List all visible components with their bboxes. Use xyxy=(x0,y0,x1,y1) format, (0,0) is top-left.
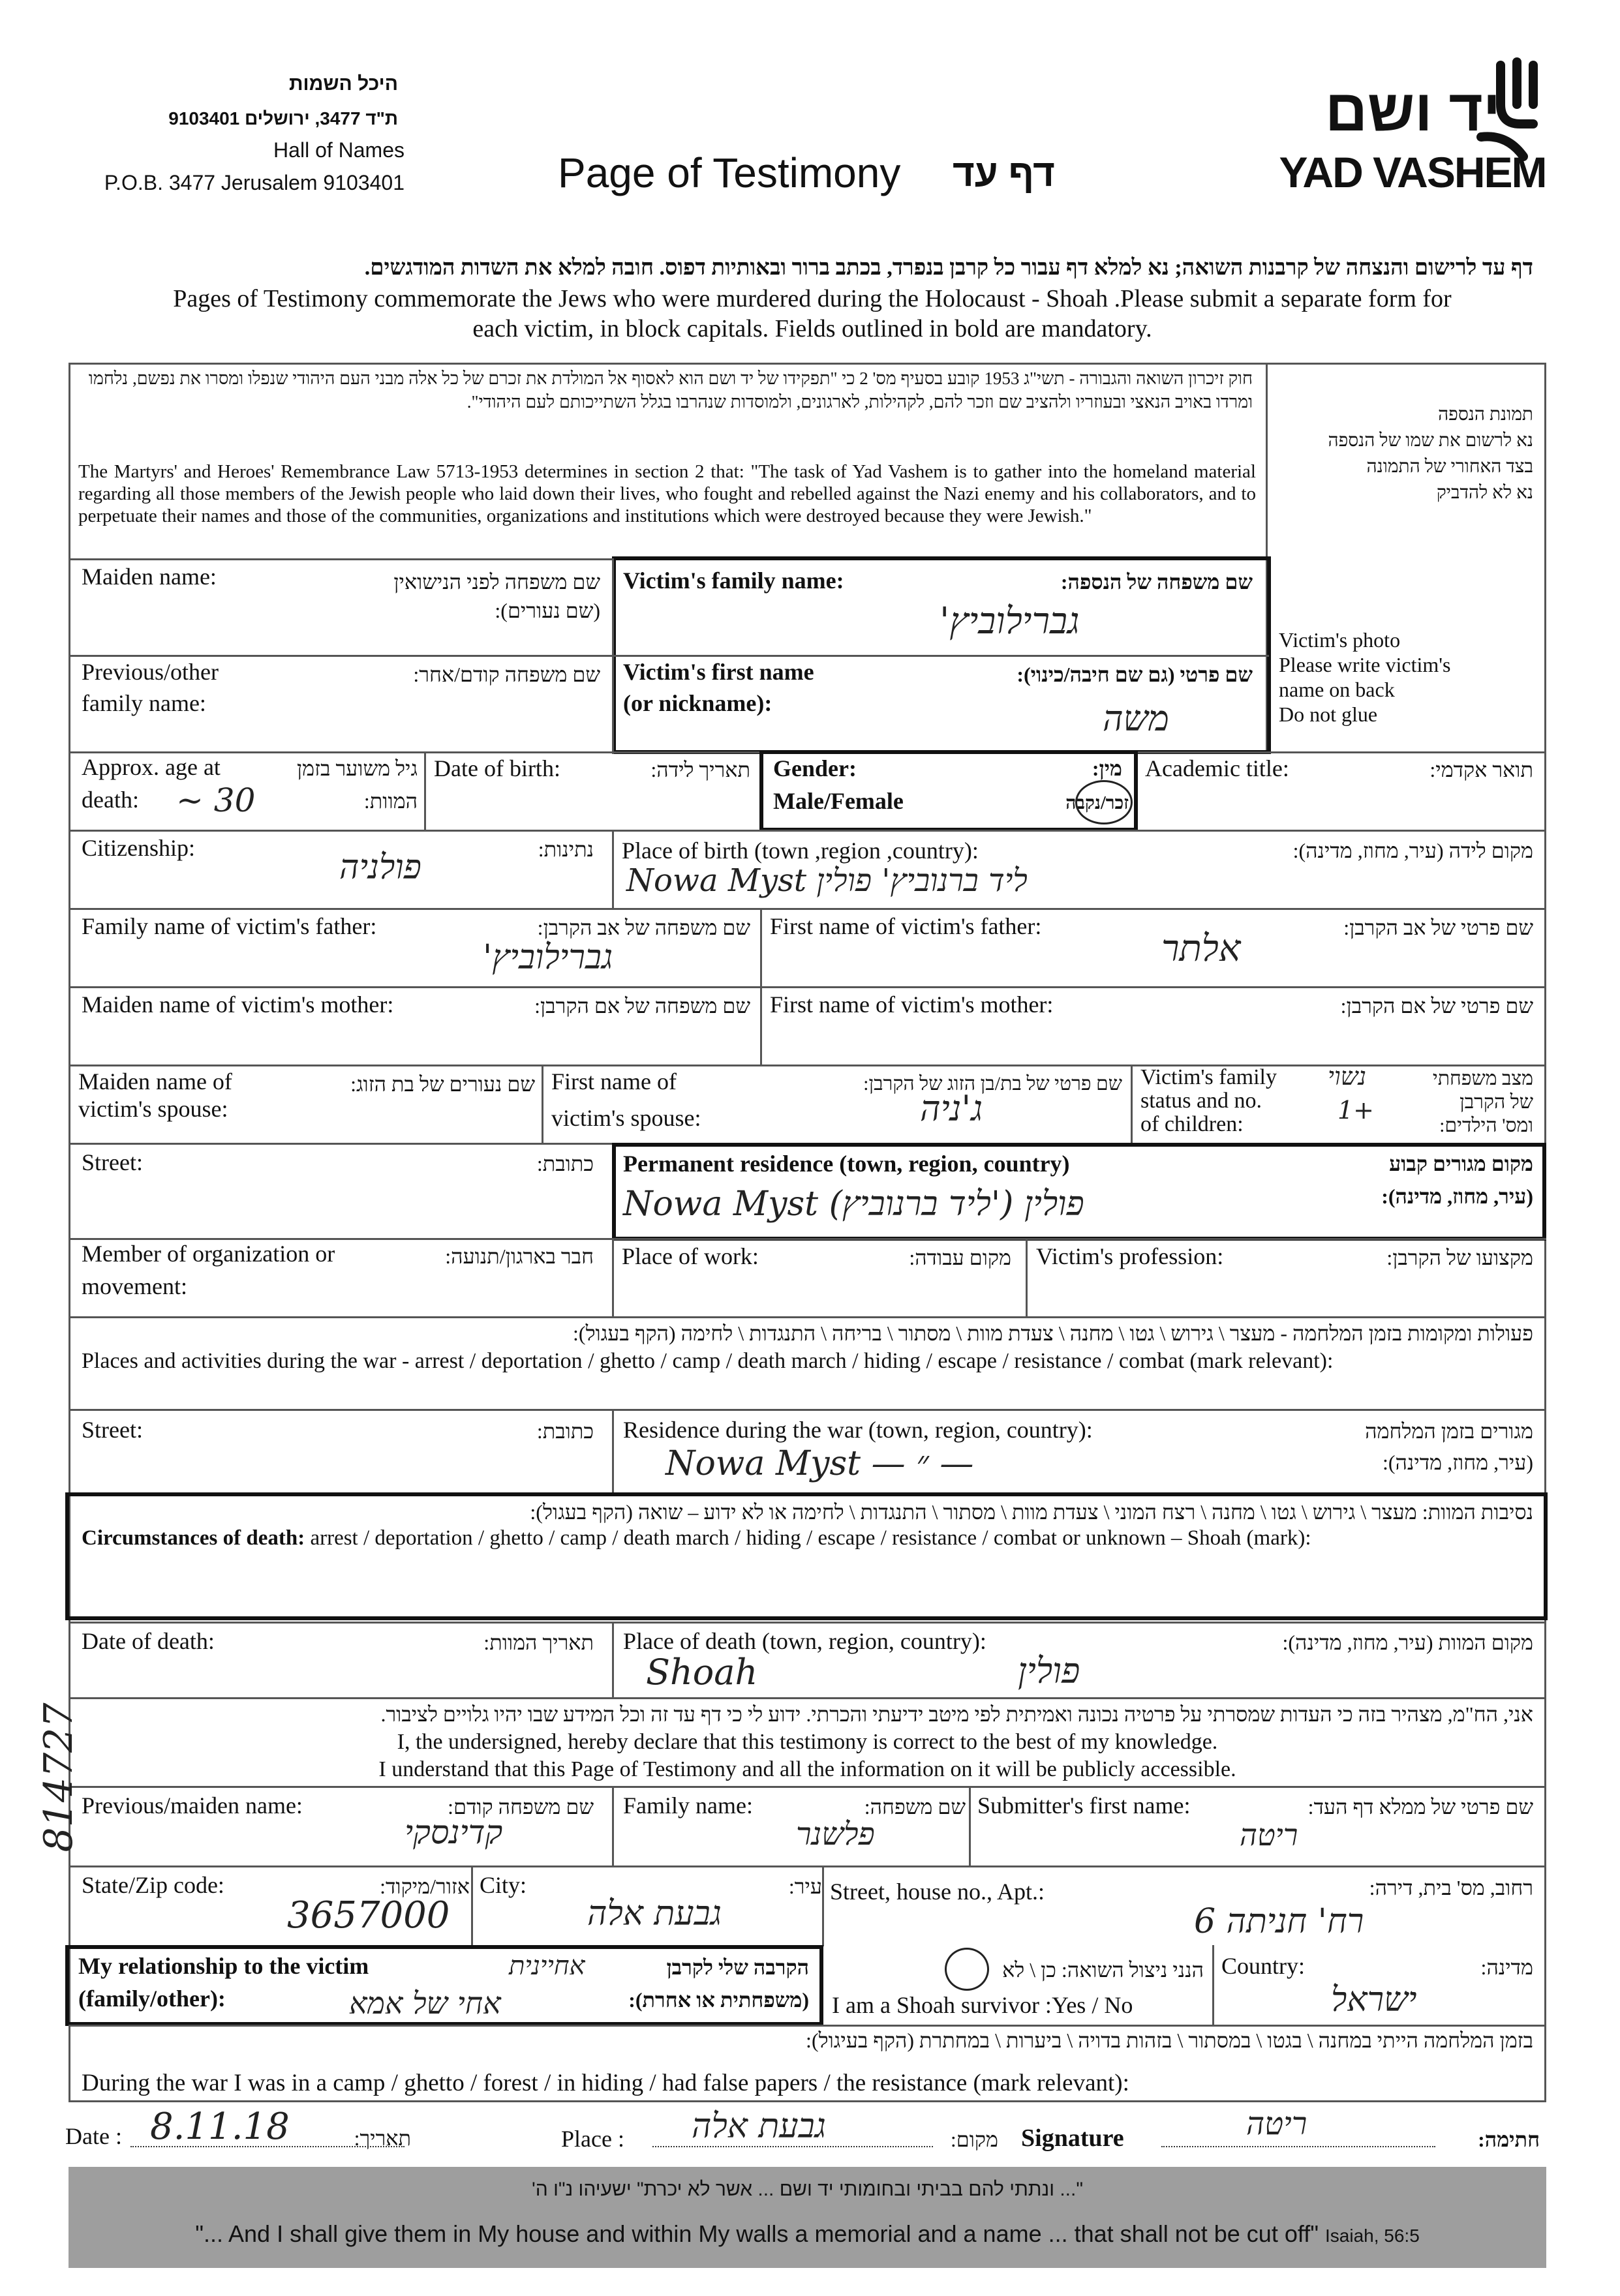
page-title-en: Page of Testimony xyxy=(558,149,901,196)
birthplace-value[interactable]: Nowa Myst ליד ברנוביץ' פולין xyxy=(626,862,1028,899)
circumstances-en-bold: Circumstances of death: xyxy=(82,1526,305,1550)
academic-label-he: תואר אקדמי: xyxy=(1429,758,1533,781)
circumstances-he[interactable]: נסיבות המוות: מעצר \ גירוש \ גטו \ מחנה \ רצח המוני \ צעדת מוות \ מסתור \ התנגדות \ לחימה או לא ידוע – שואה (הקף בעגול): xyxy=(530,1500,1533,1524)
age-label-he: גיל משוער בזמן xyxy=(296,757,418,780)
sub-prev-maiden-value[interactable]: קדינסקי xyxy=(405,1813,503,1851)
residence-value[interactable]: Nowa Myst (ליד ברנוביץ') פולין xyxy=(623,1185,1084,1224)
yad-vashem-logo xyxy=(1272,52,1559,202)
declaration-he: אני, הח"מ, מצהיר בזה כי העדות שמסרתי על פרטיה נכונה ואמיתית לפי מיטב ידיעתי והכרתי. ידוע לי כי דף עד זה וכל המידע שבו יהיו גלויים לציבור. xyxy=(380,1702,1533,1726)
academic-label: Academic title: xyxy=(1145,755,1289,781)
sub-first-label: Submitter's first name: xyxy=(977,1792,1191,1819)
sub-family-label: Family name: xyxy=(623,1792,753,1819)
father-family-value[interactable]: גברילוביץ' xyxy=(483,938,613,977)
spouse-maiden-label-2: victim's spouse: xyxy=(78,1096,228,1122)
sub-relation-label: My relationship to the victim xyxy=(78,1953,369,1979)
photo-he-4: נא לא להדביק xyxy=(1436,483,1533,503)
organization-label-he: חבר בארגון/תנועה: xyxy=(445,1245,594,1268)
sub-during-war-he[interactable]: בזמן המלחמה הייתי במחנה \ בגטו \ במסתור \ בזהות בדויה \ ביערות \ במחתרת (הקף בעיגול): xyxy=(806,2029,1533,2052)
footer-quote-en xyxy=(69,2220,1546,2248)
organization-label: Member of organization or xyxy=(82,1241,335,1267)
maiden-name-label-he-2: (שם נעורים): xyxy=(495,599,600,622)
place-value[interactable]: גבעת אלה xyxy=(692,2107,826,2146)
sub-survivor-he[interactable]: הנני ניצול השואה: כן \ לא xyxy=(1002,1958,1204,1982)
age-value[interactable]: ~ 30 xyxy=(176,781,256,819)
intro-english-1: Pages of Testimony commemorate the Jews who were murdered during the Holocaust - Shoah .Please submit a separate form for xyxy=(173,285,1452,312)
sub-city-label: City: xyxy=(480,1872,527,1898)
family-status-en-1: Victim's family xyxy=(1140,1065,1277,1089)
family-status-value-2[interactable]: 1+ xyxy=(1337,1096,1375,1125)
spouse-first-label-2: victim's spouse: xyxy=(551,1105,701,1131)
death-place-value-2[interactable]: פולין xyxy=(1018,1650,1080,1691)
workplace-label: Place of work: xyxy=(622,1243,759,1269)
citizenship-label-he: נתינות: xyxy=(538,838,594,861)
signature-label-he: חתימה: xyxy=(1478,2128,1540,2151)
gender-label-he: מין: xyxy=(1092,757,1122,780)
family-status-label xyxy=(1140,1066,1277,1136)
footer-quote-en-text: "... And I shall give them in My house and within My walls a memorial and a name ... that shall not be cut off" xyxy=(195,2220,1319,2247)
father-first-value[interactable]: אלתר xyxy=(1161,928,1241,970)
circumstances-en[interactable] xyxy=(82,1526,1311,1550)
age-label-2: death: xyxy=(82,787,139,813)
place-label: Place : xyxy=(561,2126,624,2152)
footer-quote-ref: Isaiah, 56:5 xyxy=(1325,2226,1420,2246)
sub-during-war-en[interactable]: During the war I was in a camp / ghetto / forest / in hiding / had false papers / the resistance (mark relevant): xyxy=(82,2070,1129,2096)
war-residence-label: Residence during the war (town, region, country): xyxy=(623,1417,1093,1443)
signature-label: Signature xyxy=(1021,2124,1124,2152)
family-status-en-3: of children: xyxy=(1140,1112,1244,1136)
birthplace-label-he: מקום לידה (עיר, מחוז, מדינה): xyxy=(1292,839,1533,862)
margin-number: 814727 xyxy=(36,1702,82,1852)
father-family-label-he: שם משפחה של אב הקרבן: xyxy=(537,916,750,939)
war-street-label-he: כתובת: xyxy=(536,1419,594,1443)
prev-family-label: Previous/other xyxy=(82,659,219,685)
mother-first-label-he: שם פרטי של אם הקרבן: xyxy=(1340,994,1533,1018)
family-name-label: Victim's family name: xyxy=(623,567,844,594)
father-first-label-he: שם פרטי של אב הקרבן: xyxy=(1343,916,1533,939)
mother-maiden-label: Maiden name of victim's mother: xyxy=(82,991,394,1018)
dod-label-he: תאריך המוות: xyxy=(483,1631,594,1654)
date-label: Date : xyxy=(65,2123,122,2149)
sub-country-label: Country: xyxy=(1221,1953,1306,1979)
first-name-label-he: שם פרטי (גם שם חיבה/כינוי): xyxy=(1016,663,1253,686)
war-street-label: Street: xyxy=(82,1417,143,1443)
sub-prev-maiden-label-he: שם משפחה קודם: xyxy=(448,1795,594,1819)
intro-english-2: each victim, in block capitals. Fields outlined in bold are mandatory. xyxy=(472,315,1152,342)
residence-label-he-2: (עיר, מחוז, מדינה): xyxy=(1381,1185,1533,1208)
spouse-maiden-label: Maiden name of xyxy=(78,1068,232,1095)
declaration-en-1: I, the undersigned, hereby declare that this testimony is correct to the best of my knowledge. xyxy=(397,1730,1218,1754)
org-name-en: Hall of Names xyxy=(273,138,405,162)
photo-en-2: Please write victim's xyxy=(1279,653,1451,676)
sub-relation-value-1[interactable]: אחיינית xyxy=(509,1951,585,1981)
birthplace-label: Place of birth (town ,region ,country): xyxy=(622,838,979,864)
citizenship-label: Citizenship: xyxy=(82,835,195,861)
profession-label: Victim's profession: xyxy=(1036,1243,1224,1269)
org-name-he: היכל השמות xyxy=(288,73,398,95)
father-first-label: First name of victim's father: xyxy=(770,913,1042,939)
sub-relation-value-2[interactable]: אחי של אמא xyxy=(349,1986,501,2021)
sub-relation-label-he-2: (משפחתית או אחרת): xyxy=(628,1988,809,2012)
intro-hebrew: דף עד לרישום והנצחה של קרבנות השואה; נא למלא דף עבור כל קרבן בנפרד, בכתב ברור ובאותיות דפוס. חובה למלא את השדות המודגשים. xyxy=(364,256,1533,280)
activities-en[interactable]: Places and activities during the war - arrest / deportation / ghetto / camp / death march / hiding / escape / resistance / combat (mark relevant): xyxy=(82,1349,1334,1373)
maiden-name-label: Maiden name: xyxy=(82,564,217,590)
sub-zip-label-he: אזור/מיקוד: xyxy=(380,1875,470,1898)
war-residence-label-he-2: (עיר, מחוז, מדינה): xyxy=(1383,1451,1533,1474)
sub-relation-label-he: הקרבה שלי לקרבן xyxy=(666,1956,809,1979)
photo-note-he xyxy=(1279,402,1533,506)
sub-prev-maiden-label: Previous/maiden name: xyxy=(82,1792,303,1819)
age-label-he-2: המוות: xyxy=(363,789,418,813)
spouse-first-label-he: שם פרטי של בת/בן הזוג של הקרבן: xyxy=(863,1073,1122,1095)
sub-city-label-he: עיר: xyxy=(788,1875,822,1898)
dob-label-he: תאריך לידה: xyxy=(650,758,750,781)
sub-family-value[interactable]: פלשנר xyxy=(796,1816,875,1852)
sub-first-value[interactable]: ריטה xyxy=(1240,1817,1298,1852)
citizenship-value[interactable]: פולניה xyxy=(339,848,421,887)
family-name-value[interactable]: גברילוביץ' xyxy=(940,600,1080,642)
family-status-he-1: מצב משפחתי xyxy=(1432,1068,1533,1089)
date-value[interactable]: 8.11.18 xyxy=(150,2106,290,2148)
date-label-he: תאריך: xyxy=(354,2126,411,2150)
death-place-value-1[interactable]: Shoah xyxy=(646,1652,758,1693)
dod-label: Date of death: xyxy=(82,1628,215,1654)
spouse-maiden-label-he: שם נעורים של בת הזוג: xyxy=(350,1072,535,1096)
signature-value[interactable]: ריטה xyxy=(1246,2106,1307,2142)
activities-he[interactable]: פעולות ומקומות בזמן המלחמה - מעצר \ גירוש \ גטו \ מחנה \ צעדת מוות \ מסתור \ בריחה \ התנגדות \ לחימה (הקף בעגול): xyxy=(573,1322,1533,1345)
sub-country-label-he: מדינה: xyxy=(1480,1956,1533,1979)
workplace-label-he: מקום עבודה: xyxy=(909,1246,1011,1269)
dob-label: Date of birth: xyxy=(434,755,560,781)
war-residence-value[interactable]: Nowa Myst — ״ — xyxy=(665,1444,974,1483)
gender-male-circle xyxy=(1075,780,1133,824)
age-label: Approx. age at xyxy=(82,754,221,780)
photo-he-1: תמונת הנספה xyxy=(1438,404,1533,425)
gender-label-2: Male/Female xyxy=(773,788,904,814)
profession-label-he: מקצועו של הקרבן: xyxy=(1386,1246,1533,1269)
photo-he-3: בצד האחורי של התמונה xyxy=(1366,457,1533,477)
street-label-he: כתובת: xyxy=(536,1152,594,1175)
gender-label: Gender: xyxy=(773,755,857,781)
organization-label-2: movement: xyxy=(82,1273,187,1299)
sub-street-label-he: רחוב, מס' בית, דירה: xyxy=(1369,1876,1533,1899)
family-status-he-3: ומס' הילדים: xyxy=(1439,1115,1533,1136)
sub-city-value[interactable]: גבעת אלה xyxy=(587,1894,722,1933)
sub-country-value[interactable]: ישראל xyxy=(1331,1980,1417,2019)
law-english: The Martyrs' and Heroes' Remembrance Law 5713-1953 determines in section 2 that: "The task of Yad Vashem is to gather into the homeland material regarding all those members of the Jewish people who laid down their lives, who fought and rebelled against the Nazi enemy and his collaborators, and to perpetuate their names and those of the communities, organizations and institutions which were destroyed because they were Jewish." xyxy=(78,461,1256,526)
family-status-value-1[interactable]: נשוי xyxy=(1328,1062,1366,1091)
place-label-he: מקום: xyxy=(950,2128,998,2151)
spouse-first-value[interactable]: ג'ניה xyxy=(920,1088,983,1129)
sub-zip-label: State/Zip code: xyxy=(82,1872,224,1898)
prev-family-label-2: family name: xyxy=(82,690,206,716)
sub-first-label-he: שם פרטי של ממלא דף העד: xyxy=(1307,1795,1533,1819)
war-residence-label-he: מגורים בזמן המלחמה xyxy=(1365,1419,1533,1443)
photo-en-3: name on back xyxy=(1279,678,1395,701)
photo-en-1: Victim's photo xyxy=(1279,628,1401,652)
law-hebrew: חוק זיכרון השואה והגבורה - תשי"ג 1953 קובע בסעיף מס' 2 כי "תפקידו של יד ושם הוא לאסוף אל המולדת את זכרם של כל אלה מבני העם היהודי שנפלו ומסרו את נפשם, נלחמו ומרדו באויב הנאצי ובעוזריו ולהציב שם וזכר להם, לקהילות, לארגונים, ולמוסדות שנהרבו בגלל השתייכותם לעם היהודי". xyxy=(88,369,1253,412)
maiden-name-label-he: שם משפחה לפני הנישואין xyxy=(393,570,600,594)
family-status-he-2: של הקרבן xyxy=(1460,1091,1533,1113)
sub-street-value[interactable]: רח' חניתה 6 xyxy=(1194,1902,1364,1941)
family-status-en-2: status and no. xyxy=(1140,1089,1262,1113)
residence-label-he: מקום מגורים קבוע xyxy=(1389,1152,1533,1175)
gender-label-he-2[interactable]: זכר/נקבה xyxy=(1065,793,1129,813)
survivor-no-circle xyxy=(945,1948,989,1991)
org-address-he: ת"ד 3477, ירושלים 9103401 xyxy=(168,108,398,128)
photo-note-en xyxy=(1279,627,1533,727)
family-name-label-he: שם משפחה של הנספה: xyxy=(1060,570,1253,594)
street-label: Street: xyxy=(82,1149,143,1175)
family-status-label-he xyxy=(1403,1067,1533,1138)
footer-quote-he: "... ונתתי להם בביתי ובחומותי יד ושם ... אשר לא יכרת" ישעיהו נ"ו ה' xyxy=(532,2179,1083,2200)
photo-en-4: Do not glue xyxy=(1279,702,1378,726)
residence-label: Permanent residence (town, region, country) xyxy=(623,1151,1070,1177)
death-place-label-he: מקום המוות (עיר, מחוז, מדינה): xyxy=(1282,1631,1533,1654)
sub-relation-label-2: (family/other): xyxy=(78,1986,226,2012)
prev-family-label-he: שם משפחה קודם/אחר: xyxy=(413,663,600,686)
photo-he-2: נא לרשום את שמו של הנספה xyxy=(1328,430,1533,451)
first-name-label-2: (or nickname): xyxy=(623,690,772,716)
declaration-en-2: I understand that this Page of Testimony and all the information on it will be publicly accessible. xyxy=(378,1757,1236,1781)
first-name-value[interactable]: משה xyxy=(1103,698,1169,739)
logo-text-he: יד ושם xyxy=(1325,78,1501,144)
death-place-label: Place of death (town, region, country): xyxy=(623,1628,986,1654)
mother-maiden-label-he: שם משפחה של אם הקרבן: xyxy=(534,994,750,1018)
first-name-label: Victim's first name xyxy=(623,659,814,685)
father-family-label: Family name of victim's father: xyxy=(82,913,377,939)
mother-first-label: First name of victim's mother: xyxy=(770,991,1054,1018)
sub-zip-value[interactable]: 3657000 xyxy=(287,1894,450,1937)
org-address-en: P.O.B. 3477 Jerusalem 9103401 xyxy=(104,171,405,194)
spouse-first-label: First name of xyxy=(551,1068,677,1095)
circumstances-en-rest: arrest / deportation / ghetto / camp / death march / hiding / escape / resistance / combat or unknown – Shoah (mark): xyxy=(305,1526,1311,1550)
sub-street-label: Street, house no., Apt.: xyxy=(830,1879,1045,1905)
sub-family-label-he: שם משפחה: xyxy=(864,1795,966,1819)
logo-text-en: YAD VASHEM xyxy=(1279,148,1546,196)
sub-survivor-en[interactable]: I am a Shoah survivor :Yes / No xyxy=(832,1992,1133,2018)
page-title-he: דף עד xyxy=(953,152,1055,194)
